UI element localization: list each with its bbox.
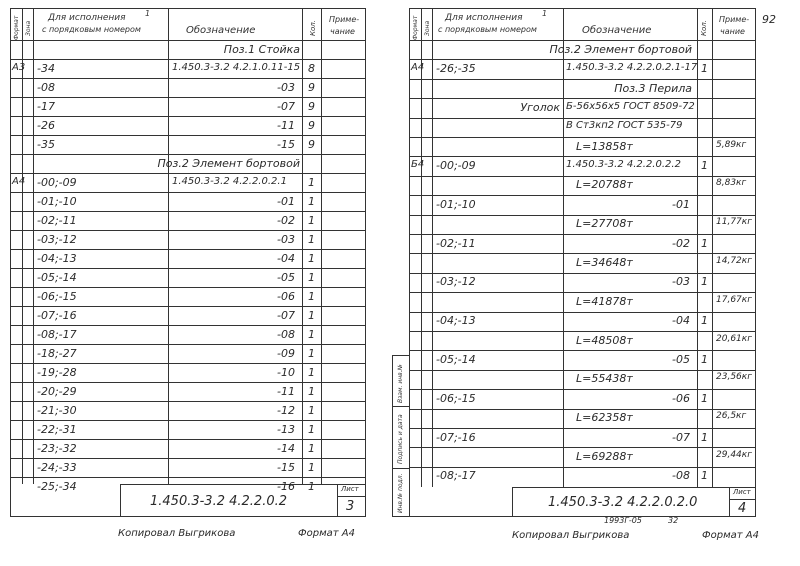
right-row-designation: -01 — [672, 198, 690, 211]
right-row-note: 5,89кг — [716, 140, 747, 150]
left-row-variant: -34 — [37, 62, 55, 75]
right-row-note: 23,56кг — [716, 372, 752, 382]
left-row-qty: 9 — [308, 119, 315, 132]
left-row-line — [10, 344, 366, 345]
left-row-variant: -08;-17 — [37, 328, 77, 341]
left-frame-top — [10, 8, 366, 9]
left-row-variant: -01;-10 — [37, 195, 77, 208]
left-row-variant: -26 — [37, 119, 55, 132]
right-row-designation: -04 — [672, 314, 690, 327]
right-stamp-top — [512, 487, 756, 488]
right-row-note: 17,67кг — [716, 295, 752, 305]
left-row-line — [10, 230, 366, 231]
right-sidebar-div2 — [392, 406, 409, 407]
left-row-variant: -07;-16 — [37, 309, 77, 322]
right-row-note: 11,77кг — [716, 217, 752, 227]
right-format: Формат А4 — [702, 530, 759, 541]
right-row-format: Б4 — [411, 159, 425, 170]
left-row-line — [10, 268, 366, 269]
left-row-line — [10, 135, 366, 136]
left-row-variant: -20;-29 — [37, 385, 77, 398]
right-stamp-code: 1.450.3-3.2 4.2.2.0.2.0 — [548, 495, 698, 510]
right-row-qty: 1 — [701, 237, 708, 250]
right-row-designation: -06 — [672, 392, 690, 405]
right-row-variant: -05;-14 — [436, 353, 476, 366]
right-row-designation: -02 — [672, 237, 690, 250]
left-row-qty: 1 — [308, 347, 315, 360]
right-row-section-title: Поз.3 Перила — [614, 82, 692, 95]
left-row-designation: -11 — [277, 385, 295, 398]
right-row-variant: Уголок — [520, 101, 560, 114]
left-row-qty: 8 — [308, 62, 315, 75]
left-format: Формат А4 — [298, 528, 355, 539]
left-row-line — [10, 249, 366, 250]
side-label-replace: Взам. инв.№ — [397, 364, 404, 403]
left-row-line — [10, 116, 366, 117]
right-row-variant: -26;-35 — [436, 62, 476, 75]
left-row-variant: -05;-14 — [37, 271, 77, 284]
right-row-designation: -05 — [672, 353, 690, 366]
page-mark: 92 — [762, 13, 776, 26]
right-row-qty: 1 — [701, 392, 708, 405]
right-row-line — [409, 98, 756, 99]
left-row-designation: -15 — [277, 138, 295, 151]
left-row-designation: 1.450.3-3.2 4.2.1.0.11-15 — [172, 62, 301, 73]
right-row-line — [409, 234, 756, 235]
left-row-line — [10, 211, 366, 212]
right-row-line — [409, 409, 756, 410]
right-row-length: L=27708т — [576, 217, 633, 230]
left-row-designation: -15 — [277, 461, 295, 474]
left-sheet-label: Лист — [341, 485, 359, 493]
left-row-line — [10, 287, 366, 288]
left-row-variant: -02;-11 — [37, 214, 77, 227]
left-col-line — [302, 8, 303, 484]
right-hdr-designation: Обозначение — [582, 25, 652, 36]
right-row-line — [409, 137, 756, 138]
left-row-line — [10, 458, 366, 459]
left-row-variant: -35 — [37, 138, 55, 151]
left-row-line — [10, 382, 366, 383]
right-row-format: А4 — [411, 62, 425, 73]
right-row-length: L=48508т — [576, 334, 633, 347]
left-hdr-zone: Зона — [25, 20, 32, 36]
right-sidebar-left — [392, 355, 393, 516]
right-row-note: 14,72кг — [716, 256, 752, 266]
left-row-qty: 1 — [308, 442, 315, 455]
right-row-designation: -03 — [672, 275, 690, 288]
left-row-qty: 1 — [308, 385, 315, 398]
right-row-note: 29,44кг — [716, 450, 752, 460]
left-row-qty: 1 — [308, 404, 315, 417]
left-hdr-note-1: Приме- — [329, 15, 360, 24]
left-hdr-variant-sup: 1 — [145, 9, 151, 18]
right-hdr-qty: Кол. — [700, 20, 708, 36]
left-row-designation: -05 — [277, 271, 295, 284]
left-row-designation: -13 — [277, 423, 295, 436]
left-row-designation: -08 — [277, 328, 295, 341]
right-row-line — [409, 79, 756, 80]
left-row-qty: 9 — [308, 138, 315, 151]
right-row-line — [409, 350, 756, 351]
right-row-qty: 1 — [701, 159, 708, 172]
right-row-line — [409, 59, 756, 60]
left-row-designation: -02 — [277, 214, 295, 227]
left-row-variant: -24;-33 — [37, 461, 77, 474]
right-row-length: L=62358т — [576, 411, 633, 424]
left-row-designation: -03 — [277, 81, 295, 94]
left-row-variant: -22;-31 — [37, 423, 77, 436]
left-row-line — [10, 325, 366, 326]
right-frame-right — [755, 8, 756, 516]
left-row-qty: 1 — [308, 195, 315, 208]
left-row-designation: -07 — [277, 309, 295, 322]
left-row-line — [10, 97, 366, 98]
left-row-variant: -06;-15 — [37, 290, 77, 303]
right-doc-num: 1993Г-05 — [604, 516, 642, 525]
right-row-line — [409, 176, 756, 177]
left-row-designation: -14 — [277, 442, 295, 455]
left-sheet-divider — [337, 496, 366, 497]
right-row-section-title: Поз.2 Элемент бортовой — [549, 43, 692, 56]
left-row-designation: -16 — [277, 480, 295, 493]
left-row-format: А3 — [12, 62, 26, 73]
right-stamp-left — [512, 487, 513, 516]
left-row-qty: 1 — [308, 366, 315, 379]
right-row-qty: 1 — [701, 314, 708, 327]
right-row-variant: -08;-17 — [436, 469, 476, 482]
left-hdr-qty: Кол. — [309, 20, 317, 36]
left-row-qty: 1 — [308, 176, 315, 189]
right-row-variant: -00;-09 — [436, 159, 476, 172]
left-row-line — [10, 154, 366, 155]
right-row-line — [409, 467, 756, 468]
right-row-length: L=55438т — [576, 372, 633, 385]
left-row-line — [10, 439, 366, 440]
left-stamp-left — [120, 484, 121, 516]
left-row-variant: -21;-30 — [37, 404, 77, 417]
right-row-designation: В Ст3кп2 ГОСТ 535-79 — [566, 120, 683, 131]
left-row-variant: -00;-09 — [37, 176, 77, 189]
left-row-section-title: Поз.2 Элемент бортовой — [157, 157, 300, 170]
right-row-qty: 1 — [701, 275, 708, 288]
left-row-qty: 9 — [308, 100, 315, 113]
left-sheet-num: 3 — [346, 499, 355, 514]
left-col-line — [22, 8, 23, 484]
right-row-line — [409, 370, 756, 371]
left-row-designation: -10 — [277, 366, 295, 379]
right-row-qty: 1 — [701, 431, 708, 444]
left-col-line — [321, 8, 322, 484]
left-row-line — [10, 78, 366, 79]
right-row-length: L=41878т — [576, 295, 633, 308]
left-hdr-variant-2: с порядковым номером — [42, 25, 141, 34]
right-hdr-format: Формат — [412, 15, 419, 40]
left-row-designation: -03 — [277, 233, 295, 246]
right-row-variant: -06;-15 — [436, 392, 476, 405]
right-row-length: L=20788т — [576, 178, 633, 191]
left-row-designation: 1.450.3-3.2 4.2.2.0.2.1 — [172, 176, 287, 187]
right-row-length: L=13858т — [576, 140, 633, 153]
left-row-line — [10, 192, 366, 193]
right-doc-sub: 32 — [668, 516, 679, 525]
right-frame-bottom — [392, 516, 756, 517]
side-label-sign: Подпись и дата — [397, 414, 404, 464]
right-copied-by: Копировал Выгрикова — [512, 530, 630, 541]
left-col-line — [168, 8, 169, 484]
left-row-designation: -01 — [277, 195, 295, 208]
right-row-line — [409, 118, 756, 119]
right-hdr-note-1: Приме- — [719, 15, 750, 24]
left-row-designation: -06 — [277, 290, 295, 303]
left-row-designation: -11 — [277, 119, 295, 132]
right-row-qty: 1 — [701, 353, 708, 366]
right-row-length: L=34648т — [576, 256, 633, 269]
left-row-qty: 1 — [308, 233, 315, 246]
left-row-qty: 1 — [308, 290, 315, 303]
right-row-line — [409, 312, 756, 313]
right-frame-left — [409, 8, 410, 516]
left-row-qty: 1 — [308, 214, 315, 227]
right-row-variant: -01;-10 — [436, 198, 476, 211]
right-row-variant: -07;-16 — [436, 431, 476, 444]
left-row-line — [10, 59, 366, 60]
left-row-designation: -04 — [277, 252, 295, 265]
left-row-format: А4 — [12, 176, 26, 187]
left-row-variant: -08 — [37, 81, 55, 94]
right-row-line — [409, 389, 756, 390]
left-row-qty: 1 — [308, 328, 315, 341]
right-row-variant: -02;-11 — [436, 237, 476, 250]
left-hdr-format: Формат — [13, 15, 20, 40]
right-row-line — [409, 447, 756, 448]
right-row-qty: 1 — [701, 469, 708, 482]
left-row-qty: 1 — [308, 423, 315, 436]
left-row-variant: -03;-12 — [37, 233, 77, 246]
left-row-line — [10, 477, 366, 478]
left-row-qty: 1 — [308, 480, 315, 493]
left-row-variant: -23;-32 — [37, 442, 77, 455]
right-sheet-label: Лист — [733, 488, 751, 496]
right-row-line — [409, 292, 756, 293]
right-frame-top — [409, 8, 756, 9]
left-stamp-code: 1.450.3-3.2 4.2.2.0.2 — [150, 494, 288, 509]
left-row-section-title: Поз.1 Стойка — [223, 43, 300, 56]
left-hdr-note-2: чание — [330, 27, 355, 36]
left-stamp-divider — [337, 484, 338, 516]
left-row-qty: 1 — [308, 461, 315, 474]
right-row-designation: -08 — [672, 469, 690, 482]
left-header-line — [10, 40, 366, 41]
left-copied-by: Копировал Выгрикова — [118, 528, 236, 539]
left-row-qty: 1 — [308, 252, 315, 265]
right-row-line — [409, 253, 756, 254]
right-row-line — [409, 215, 756, 216]
right-hdr-variant-1: Для исполнения — [445, 13, 523, 23]
right-hdr-variant-sup: 1 — [542, 9, 548, 18]
left-row-qty: 1 — [308, 271, 315, 284]
right-row-note: 26,5кг — [716, 411, 747, 421]
side-label-inv: Инв.№ подл. — [397, 473, 404, 513]
right-row-line — [409, 156, 756, 157]
right-sidebar-div3 — [392, 468, 409, 469]
right-header-line — [409, 40, 756, 41]
left-row-qty: 1 — [308, 309, 315, 322]
left-row-variant: -25;-34 — [37, 480, 77, 493]
left-frame-bottom — [10, 516, 366, 517]
right-row-line — [409, 428, 756, 429]
right-row-variant: -04;-13 — [436, 314, 476, 327]
right-row-qty: 1 — [701, 62, 708, 75]
left-row-variant: -17 — [37, 100, 55, 113]
left-row-line — [10, 173, 366, 174]
left-stamp-top — [120, 484, 366, 485]
right-row-line — [409, 273, 756, 274]
right-hdr-note-2: чание — [720, 27, 745, 36]
left-row-line — [10, 420, 366, 421]
right-row-length: L=69288т — [576, 450, 633, 463]
right-row-note: 20,61кг — [716, 334, 752, 344]
right-row-designation: 1.450.3-3.2 4.2.2.0.2.1-17 — [566, 62, 698, 73]
left-row-line — [10, 401, 366, 402]
left-row-variant: -18;-27 — [37, 347, 77, 360]
left-row-designation: -12 — [277, 404, 295, 417]
right-row-designation: Б-56х56х5 ГОСТ 8509-72 — [566, 101, 695, 112]
right-row-designation: -07 — [672, 431, 690, 444]
right-row-line — [409, 195, 756, 196]
right-row-variant: -03;-12 — [436, 275, 476, 288]
left-row-line — [10, 306, 366, 307]
right-hdr-variant-2: с порядковым номером — [438, 25, 537, 34]
right-sidebar-div1 — [392, 355, 409, 356]
left-row-qty: 9 — [308, 81, 315, 94]
left-row-variant: -04;-13 — [37, 252, 77, 265]
right-hdr-zone: Зона — [424, 20, 431, 36]
right-stamp-divider — [729, 487, 730, 516]
left-hdr-variant-1: Для исполнения — [48, 13, 126, 23]
right-sheet-divider — [729, 499, 756, 500]
left-row-line — [10, 363, 366, 364]
right-sheet-num: 4 — [738, 501, 747, 516]
right-row-note: 8,83кг — [716, 178, 747, 188]
right-row-designation: 1.450.3-3.2 4.2.2.0.2.2 — [566, 159, 681, 170]
left-row-designation: -07 — [277, 100, 295, 113]
left-row-variant: -19;-28 — [37, 366, 77, 379]
left-hdr-designation: Обозначение — [186, 25, 256, 36]
left-col-line — [33, 8, 34, 484]
right-row-line — [409, 331, 756, 332]
left-row-designation: -09 — [277, 347, 295, 360]
